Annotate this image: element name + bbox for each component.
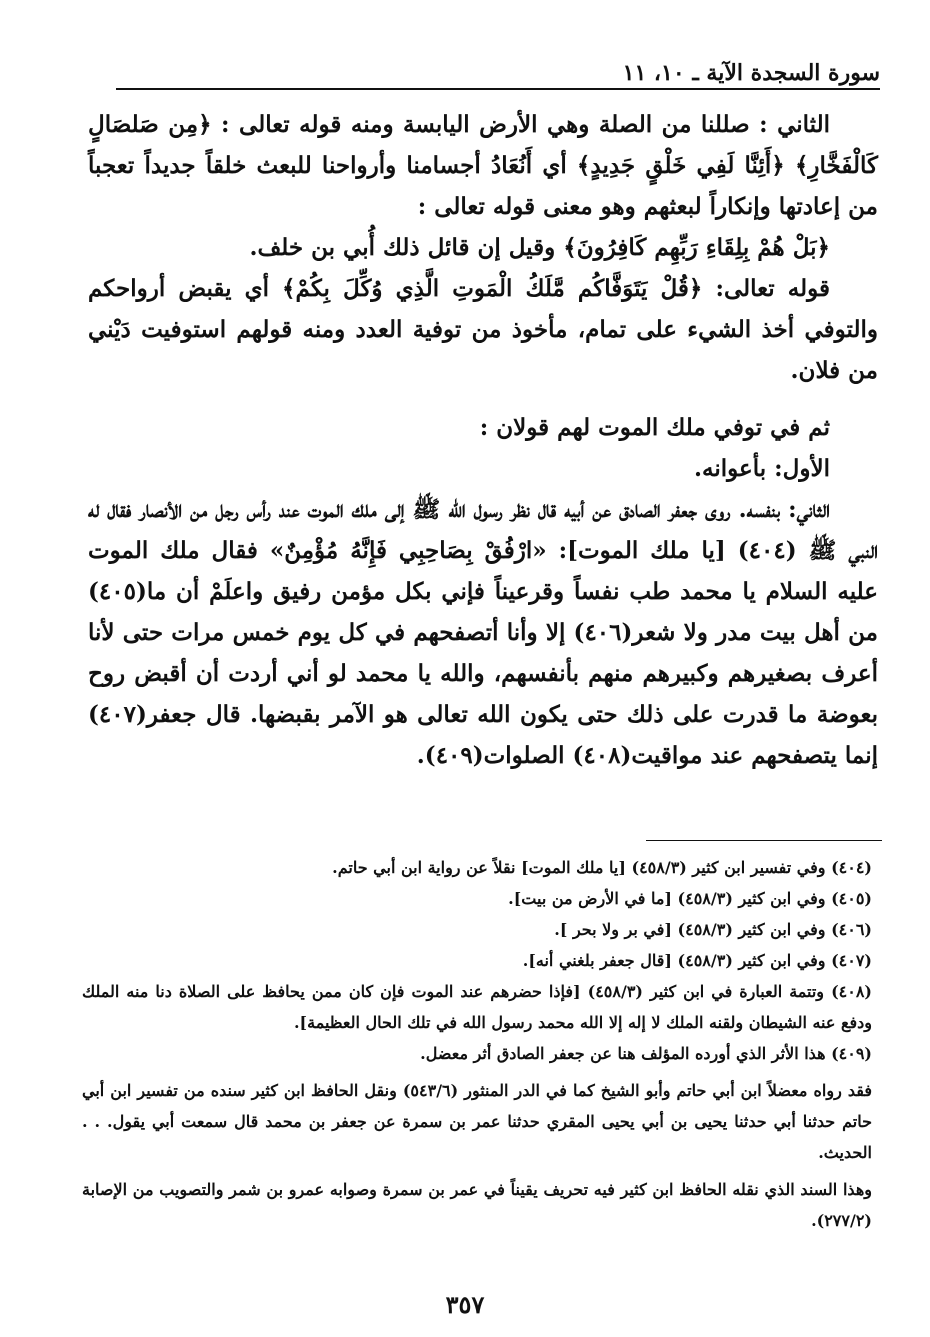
footnote: (٤٠٦) وفي ابن كثير (٤٥٨/٣) [في بر ولا بحر ]. [554, 920, 872, 939]
header-rule [116, 88, 880, 90]
paragraph: الثاني : صللنا من الصلة وهي الأرض اليابسة ومنه قوله تعالى : ﴿مِن صَلصَالٍ كَالْفَخَّارِ﴾ ﴿أَئِنَّا لَفِي خَلْقٍ جَدِيدٍ﴾ أي أَنُعَادُ أجسامنا وأرواحنا للبعث خلقاً جديداً تعجباً من إعادتها وإنكاراً لبعثهم وهو معنى قوله تعالى : [88, 111, 878, 220]
footnote-separator [646, 840, 882, 841]
page-number: ٣٥٧ [445, 1290, 485, 1319]
paragraph: الأول: بأعوانه. [694, 455, 830, 482]
footnote: (٤٠٩) هذا الأثر الذي أورده المؤلف هنا عن جعفر الصادق أثر معضل. [420, 1044, 872, 1063]
main-text [88, 104, 878, 776]
footnote: (٤٠٤) وفي تفسير ابن كثير (٤٥٨/٣) [يا ملك الموت] نقلاً عن رواية ابن أبي حاتم. [332, 858, 872, 877]
footnote-remark: وهذا السند الذي نقله الحافظ ابن كثير فيه تحريف يقيناً في عمر بن سمرة وصوابه عمرو بن شمر والتصويب من الإصابة (٢٧٧/٢). [82, 1180, 872, 1230]
paragraph: قوله تعالى: ﴿قُلْ يَتَوَفَّاكُم مَّلَكُ الْمَوتِ الَّذِي وُكِّلَ بِكُمْ﴾ أي يقبض أرواحكم والتوفي أخذ الشيء على تمام، مأخوذ من توفية العدد ومنه قولهم استوفيت دَيْني من فلان. [88, 275, 878, 384]
footnote: (٤٠٨) وتتمة العبارة في ابن كثير (٤٥٨/٣) [فإذا حضرهم عند الموت فإن كان ممن يحافظ على الصلاة دنا منه الملك ودفع عنه الشيطان ولقنه الملك لا إله إلا الله محمد رسول الله في تلك الحال العظيمة]. [82, 982, 872, 1032]
footnote-remark: فقد رواه معضلاً ابن أبي حاتم وأبو الشيخ كما في الدر المنثور (٥٤٣/٦) ونقل الحافظ ابن كثير سنده من تفسير ابن أبي حاتم حدثنا أبي حدثنا يحيى بن أبي يحيى المقري حدثنا عمر بن سمرة عن جعفر بن محمد قال سمعت أبي يقول. . . الحديث. [82, 1081, 872, 1162]
footnote: (٤٠٥) وفي ابن كثير (٤٥٨/٣) [ما في الأرض من بيت]. [508, 889, 872, 908]
paragraph: الثاني: بنفسه. روى جعفر الصادق عن أبيه قال نظر رسول الله ﷺ إلى ملك الموت عند رأس رجل من الأنصار فقال له النبي ﷺ (٤٠٤) [يا ملك الموت]: «ارْفُقْ بِصَاحِبِي فَإِنَّهُ مُؤْمِنٌ» فقال ملك الموت عليه السلام يا محمد طب نفساً وقرعيناً فإني بكل مؤمن رفيق واعلَمْ أن ما(٤٠٥) من أهل بيت مدر ولا شعر(٤٠٦) إلا وأنا أتصفحهم في كل يوم خمس مرات حتى لأنا أعرف بصغيرهم وكبيرهم منهم بأنفسهم، والله يا محمد لو أني أردت أن أقبض روح بعوضة ما قدرت على ذلك حتى يكون الله تعالى هو الآمر بقبضها. قال جعفر(٤٠٧) إنما يتصفحهم عند مواقيت(٤٠٨) الصلوات(٤٠٩). [88, 496, 878, 769]
footnotes [82, 852, 872, 1236]
paragraph: ثم في توفي ملك الموت لهم قولان : [479, 414, 830, 441]
running-header: سورة السجدة الآية ـ ١٠، ١١ [622, 60, 880, 86]
paragraph: ﴿بَلْ هُمْ بِلِقَاءِ رَبِّهِم كَافِرُونَ﴾ وقيل إن قائل ذلك أُبي بن خلف. [249, 234, 830, 261]
footnote: (٤٠٧) وفي ابن كثير (٤٥٨/٣) [قال جعفر بلغني أنه]. [522, 951, 872, 970]
